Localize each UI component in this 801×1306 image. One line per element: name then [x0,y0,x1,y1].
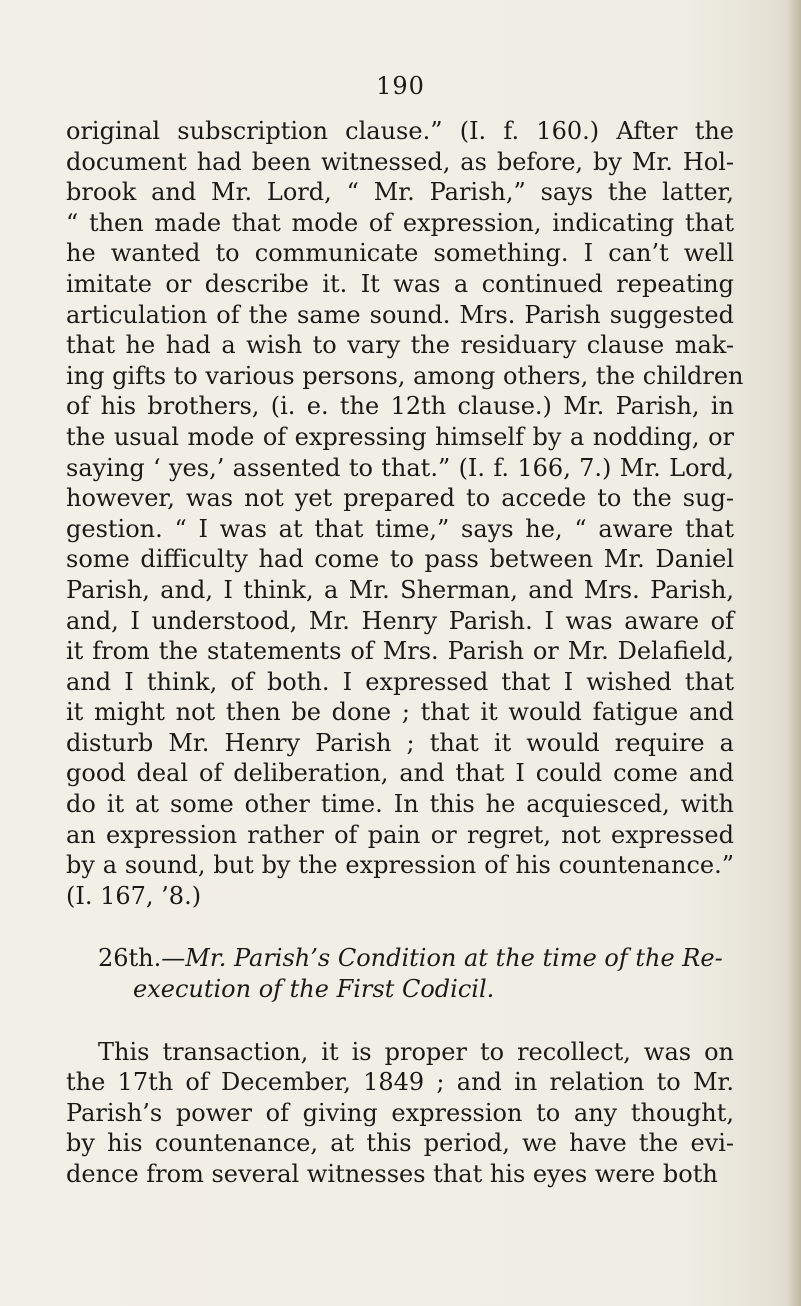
text-line: articulation of the same sound. Mrs. Parish suggested [66,300,734,329]
text-line: it from the statements of Mrs. Parish or Mr. Delafield, [66,637,734,666]
text-line: original subscription clause.” (I. f. 160.) After the [66,117,734,145]
text-line: the 17th of December, 1849 ; and in relation to Mr. [66,1068,734,1097]
text-line: some difficulty had come to pass between Mr. Daniel [66,545,734,574]
text-line: document had been witnessed, as before, by Mr. Hol- [66,147,734,176]
paragraph-gap [66,911,734,943]
text-line: disturb Mr. Henry Parish ; that it would require a [66,728,734,757]
text-line: an expression rather of pain or regret, not expressed [66,820,734,849]
text-line: good deal of deliberation, and that I could come and [66,759,734,788]
heading-title-part-2: execution of the First Codicil. [133,975,495,1004]
text-line: it might not then be done ; that it would fatigue and [66,698,734,727]
text-line: imitate or describe it. It was a continued repeating [66,269,734,298]
text-line: (I. 167, ’8.) [66,881,202,910]
text-line: and, I understood, Mr. Henry Parish. I was aware of [66,606,734,635]
text-line: “ then made that mode of expression, indicating that [66,208,734,237]
page-number: 190 [376,72,425,100]
text-line: do it at some other time. In this he acquiesced, with [66,790,734,819]
text-line: the usual mode of expressing himself by a nodding, or [66,422,734,451]
text-line: of his brothers, (i. e. the 12th clause.) Mr. Parish, in [66,392,734,421]
text-line: This transaction, it is proper to recollect, was on [98,1037,734,1066]
paragraph-gap [66,1005,734,1037]
text-line: however, was not yet prepared to accede to the sug- [66,484,734,513]
text-line: gestion. “ I was at that time,” says he, “ aware that [66,514,734,543]
text-line: that he had a wish to vary the residuary clause mak- [66,331,734,360]
text-line: by his countenance, at this period, we have the evi- [66,1129,734,1158]
paragraph-2 [66,1037,734,1190]
text-line: he wanted to communicate something. I can’t well [66,239,734,268]
text-line: Parish’s power of giving expression to any thought, [66,1098,734,1127]
text-line: and I think, of both. I expressed that I wished that [66,667,734,696]
text-line: ing gifts to various persons, among others, the children [66,361,744,390]
heading-number: 26th.— [98,944,186,973]
section-heading [66,943,734,1004]
page-edge-shadow [787,0,801,1306]
body-text [66,116,744,1190]
heading-line-1 [66,943,734,974]
text-line: brook and Mr. Lord, “ Mr. Parish,” says the latter, [66,178,734,207]
text-line: by a sound, but by the expression of his countenance.” [66,851,734,880]
paragraph-1 [66,116,744,911]
text-line: dence from several witnesses that his eyes were both [66,1160,718,1188]
text-line: saying ‘ yes,’ assented to that.” (I. f. 166, 7.) Mr. Lord, [66,453,734,482]
heading-title-part-1: Mr. Parish’s Condition at the time of the Re- [185,944,723,973]
heading-line-2 [66,974,734,1005]
text-line: Parish, and, I think, a Mr. Sherman, and Mrs. Parish, [66,575,734,604]
